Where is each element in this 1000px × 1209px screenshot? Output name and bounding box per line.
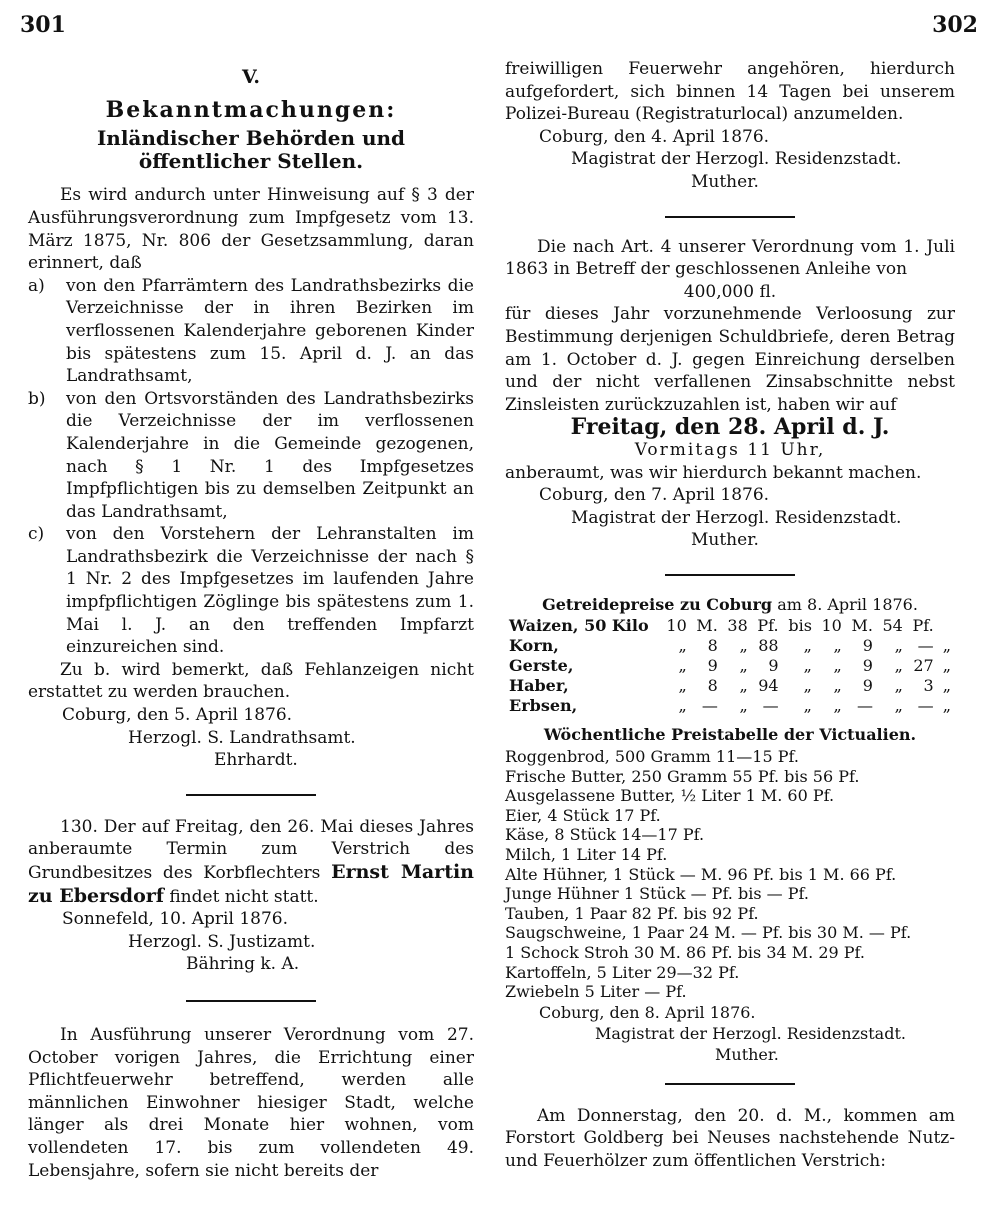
grain-price-cell: 8 bbox=[707, 676, 718, 696]
grain-price-cell: 94 bbox=[758, 676, 779, 696]
section-heading: Bekanntmachungen: bbox=[105, 96, 397, 123]
grain-price-cell: „ bbox=[803, 676, 812, 696]
signer: Muther. bbox=[691, 171, 759, 192]
list-item bbox=[28, 388, 474, 524]
grain-price-cell: „ bbox=[942, 636, 951, 656]
divider bbox=[665, 1083, 795, 1085]
grain-price-cell: „ bbox=[739, 676, 748, 696]
grain-name-cell: Korn, bbox=[509, 636, 559, 656]
grain-price-cell: „ bbox=[894, 676, 903, 696]
authority: Magistrat der Herzogl. Residenzstadt. bbox=[571, 507, 902, 528]
grain-price-cell: 3 bbox=[923, 676, 934, 696]
grain-row bbox=[505, 656, 955, 676]
victual-line: Roggenbrod, 500 Gramm 11—15 Pf. bbox=[505, 747, 799, 767]
place-date: Sonnefeld, 10. April 1876. bbox=[62, 909, 288, 930]
section-subheading: Inländischer Behörden und öffentlicher Stellen. bbox=[96, 126, 406, 173]
grain-price-cell: Pf. bbox=[757, 616, 779, 636]
grain-price-cell: 9 bbox=[862, 636, 873, 656]
victual-line: Käse, 8 Stück 14—17 Pf. bbox=[505, 825, 705, 845]
item-text: von den Ortsvorständen des Landrathsbezirks die Verzeichnisse der im verflossenen Kalenderjahre in die Gemeinde gezogenen, nach § 1 Nr. 1 des Impfgesetzes Impfpflichtigen bis zu demselben Zeitpunkt an das Landrathsamt, bbox=[66, 388, 474, 522]
notice-timber-auction: Am Donnerstag, den 20. d. M., kommen am Forstort Goldberg bei Neuses nachstehende Nutz- und Feuerhölzer zum öffentlichen Verstrich: bbox=[505, 1105, 955, 1171]
list-item bbox=[28, 523, 474, 659]
grain-price-cell: 27 bbox=[913, 656, 934, 676]
signer: Bähring k. A. bbox=[186, 954, 300, 975]
notice-intro: Es wird andurch unter Hinweisung auf § 3 der Ausführungsverordnung zum Impfgesetz vom 13. März 1875, Nr. 806 der Gesetzsammlung, daran erinnert, daß bbox=[28, 185, 474, 274]
left-column bbox=[28, 58, 474, 1182]
victual-line: Frische Butter, 250 Gramm 55 Pf. bis 56 Pf. bbox=[505, 766, 860, 786]
grain-price-cell: 9 bbox=[707, 656, 718, 676]
grain-price-cell: 88 bbox=[758, 636, 779, 656]
item-text: von den Vorstehern der Lehranstalten im Landrathsbezirk die Verzeichnisse der nach § 1 Nr. 2 des Impfgesetzes im laufenden Jahre impfpflichtigen Zöglinge bis spätestens zum 1. Mai l. J. an den treffenden Impfarzt einzureichen sind. bbox=[66, 524, 474, 658]
notice-text: 130. Der auf Freitag, den 26. Mai dieses Jahres anberaumte Termin zum Verstrich des Grundbesitzes des Korbflechters bbox=[28, 816, 474, 883]
place-date: Coburg, den 4. April 1876. bbox=[539, 126, 770, 147]
grain-name-cell: Gerste, bbox=[509, 656, 574, 676]
grain-price-cell: „ bbox=[803, 636, 812, 656]
grain-price-cell: „ bbox=[894, 656, 903, 676]
grain-price-cell: „ bbox=[833, 676, 842, 696]
list-item bbox=[28, 275, 474, 388]
grain-price-cell: „ bbox=[942, 696, 951, 716]
place-date: Coburg, den 7. April 1876. bbox=[539, 485, 770, 506]
victual-line: Eier, 4 Stück 17 Pf. bbox=[505, 805, 661, 825]
grain-name-cell: Erbsen, bbox=[509, 696, 578, 716]
item-label: c) bbox=[28, 524, 45, 545]
divider bbox=[186, 1000, 316, 1002]
victual-line: Kartoffeln, 5 Liter 29—32 Pf. bbox=[505, 962, 740, 982]
victual-line: Milch, 1 Liter 14 Pf. bbox=[505, 845, 668, 865]
place-date: Coburg, den 5. April 1876. bbox=[62, 705, 293, 726]
grain-price-cell: 9 bbox=[862, 676, 873, 696]
notice-text: freiwilligen Feuerwehr angehören, hierdurch aufgefordert, sich binnen 14 Tagen bei unserem Polizei-Bureau (Registraturlocal) anzumelden. bbox=[505, 59, 955, 125]
grain-price-cell: — bbox=[762, 696, 779, 716]
notice-text: Die nach Art. 4 unserer Verordnung vom 1. Juli 1863 in Betreff der geschlossenen Anleihe von bbox=[505, 236, 955, 280]
item-label: a) bbox=[28, 275, 45, 296]
grain-price-cell: 9 bbox=[768, 656, 779, 676]
notice-fire-brigade: In Ausführung unserer Verordnung vom 27. October vorigen Jahres, die Errichtung einer Pflichtfeuerwehr betreffend, werden alle männlichen Einwohner hiesiger Stadt, welche länger als drei Monate hier wohnen, vom vollendeten 17. bis zum vollendeten 49. Lebensjahre, sofern sie nicht bereits der bbox=[28, 1024, 474, 1181]
grain-row bbox=[505, 616, 955, 636]
grain-row bbox=[505, 696, 955, 716]
grain-price-cell: „ bbox=[678, 696, 687, 716]
grain-price-cell: „ bbox=[678, 636, 687, 656]
grain-price-table bbox=[505, 616, 955, 716]
item-label: b) bbox=[28, 388, 46, 409]
grain-title: Getreidepreise zu Coburg bbox=[542, 594, 773, 614]
item-text: von den Pfarrämtern des Landrathsbezirks die Verzeichnisse der in ihren Bezirken im verflossenen Kalenderjahre geborenen Kinder bis spätestens zum 15. April d. J. an das Landrathsamt, bbox=[66, 275, 474, 387]
victual-line: Saugschweine, 1 Paar 24 M. — Pf. bis 30 M. — Pf. bbox=[505, 923, 912, 943]
notice-auction-cancelled bbox=[28, 816, 474, 976]
grain-row bbox=[505, 676, 955, 696]
victual-line: Tauben, 1 Paar 82 Pf. bis 92 Pf. bbox=[505, 903, 759, 923]
appointment-date: Freitag, den 28. April d. J. bbox=[570, 414, 890, 441]
grain-price-cell: „ bbox=[678, 656, 687, 676]
grain-price-cell: — bbox=[917, 636, 934, 656]
grain-price-cell: „ bbox=[942, 656, 951, 676]
grain-price-cell: „ bbox=[739, 636, 748, 656]
grain-price-cell: 10 bbox=[666, 616, 687, 636]
notice-text: findet nicht statt. bbox=[169, 886, 319, 907]
grain-price-cell: 38 bbox=[727, 616, 748, 636]
grain-price-cell: „ bbox=[739, 696, 748, 716]
grain-price-cell: „ bbox=[739, 656, 748, 676]
signer: Muther. bbox=[691, 530, 759, 551]
grain-price-cell: 54 bbox=[882, 616, 903, 636]
grain-price-cell: 9 bbox=[862, 656, 873, 676]
divider bbox=[186, 794, 316, 796]
grain-price-cell: Pf. bbox=[912, 616, 934, 636]
grain-name-cell: Waizen, 50 Kilo bbox=[509, 616, 649, 636]
grain-prices bbox=[505, 594, 955, 717]
grain-price-cell: „ bbox=[833, 636, 842, 656]
victual-line: Zwiebeln 5 Liter — Pf. bbox=[505, 982, 687, 1002]
divider bbox=[665, 574, 795, 576]
grain-price-cell: „ bbox=[942, 676, 951, 696]
page-number-left: 301 bbox=[20, 12, 66, 38]
grain-price-cell: 8 bbox=[707, 636, 718, 656]
signer: Muther. bbox=[715, 1044, 779, 1064]
right-column bbox=[505, 58, 955, 1173]
notice-note: Zu b. wird bemerkt, daß Fehlanzeigen nicht erstattet zu werden brauchen. bbox=[28, 659, 474, 703]
authority: Magistrat der Herzogl. Residenzstadt. bbox=[571, 149, 902, 170]
authority: Herzogl. S. Justizamt. bbox=[128, 931, 316, 952]
person-name: Ernst Martin zu Ebersdorf bbox=[28, 861, 475, 907]
grain-row bbox=[505, 636, 955, 656]
signer: Ehrhardt. bbox=[214, 750, 298, 771]
grain-price-cell: „ bbox=[833, 696, 842, 716]
grain-price-cell: „ bbox=[678, 676, 687, 696]
grain-price-cell: „ bbox=[803, 656, 812, 676]
grain-name-cell: Haber, bbox=[509, 676, 569, 696]
grain-price-cell: — bbox=[917, 696, 934, 716]
grain-price-cell: 10 bbox=[821, 616, 842, 636]
grain-date: am 8. April 1876. bbox=[777, 594, 918, 614]
notice-loan-drawing bbox=[505, 236, 955, 552]
grain-price-cell: M. bbox=[696, 616, 718, 636]
place-date: Coburg, den 8. April 1876. bbox=[539, 1002, 756, 1022]
grain-price-cell: „ bbox=[894, 636, 903, 656]
victual-line: Alte Hühner, 1 Stück — M. 96 Pf. bis 1 M. 66 Pf. bbox=[505, 864, 897, 884]
appointment-time: Vormitags 11 Uhr, bbox=[634, 439, 826, 460]
grain-price-cell: bis bbox=[788, 616, 812, 636]
grain-price-cell: — bbox=[856, 696, 873, 716]
divider bbox=[665, 216, 795, 218]
authority: Magistrat der Herzogl. Residenzstadt. bbox=[595, 1023, 906, 1043]
victual-line: 1 Schock Stroh 30 M. 86 Pf. bis 34 M. 29 Pf. bbox=[505, 943, 865, 962]
grain-price-cell: „ bbox=[833, 656, 842, 676]
authority: Herzogl. S. Landrathsamt. bbox=[128, 727, 356, 748]
grain-price-cell: „ bbox=[894, 696, 903, 716]
grain-price-cell: M. bbox=[851, 616, 873, 636]
victuals-title: Wöchentliche Preistabelle der Victualien. bbox=[543, 725, 917, 745]
section-numeral: V. bbox=[241, 66, 261, 88]
page-number-right: 302 bbox=[932, 12, 978, 38]
victual-line: Ausgelassene Butter, ½ Liter 1 M. 60 Pf. bbox=[505, 786, 835, 806]
notice-text: für dieses Jahr vorzunehmende Verloosung zur Bestimmung derjenigen Schuldbriefe, deren Betrag am 1. October d. J. gegen Einreichung derselben und der nicht verfallenen Zinsabschnitte nebst Zinsleisten zurückzuzahlen ist, haben wir auf bbox=[505, 304, 955, 415]
victual-line: Junge Hühner 1 Stück — Pf. bis — Pf. bbox=[505, 884, 809, 904]
grain-price-cell: — bbox=[701, 696, 718, 716]
notice-vaccination bbox=[28, 184, 474, 771]
loan-amount: 400,000 fl. bbox=[683, 281, 777, 302]
notice-fire-brigade-continued bbox=[505, 58, 955, 194]
victuals-list bbox=[505, 747, 955, 1002]
notice-text: anberaumt, was wir hierdurch bekannt machen. bbox=[505, 462, 922, 483]
grain-price-cell: „ bbox=[803, 696, 812, 716]
